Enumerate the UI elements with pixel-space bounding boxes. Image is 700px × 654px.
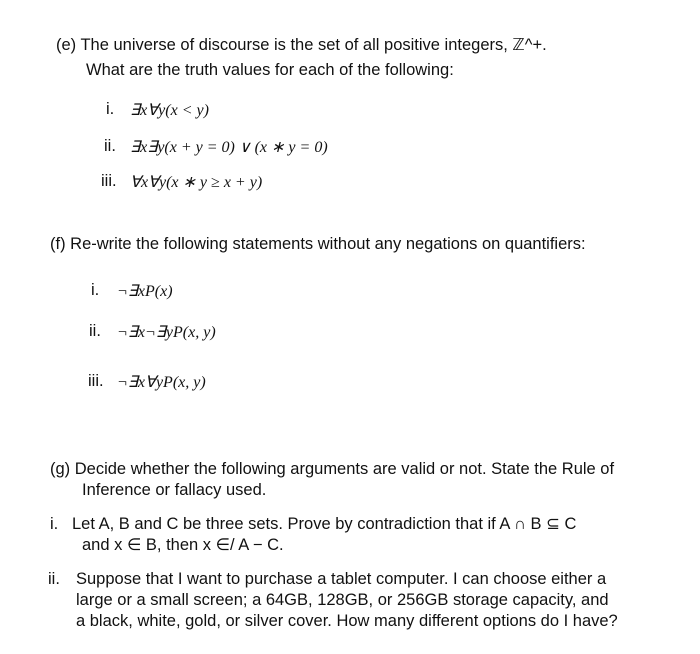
- part-f-item-3-label: iii.: [88, 372, 104, 390]
- part-e-item-2-label: ii.: [104, 137, 116, 155]
- part-f-item-2-expression: ¬∃x¬∃yP(x, y): [117, 324, 216, 341]
- part-f-item-2-label: ii.: [89, 322, 101, 340]
- part-g-item-2-line-1: Suppose that I want to purchase a tablet computer. I can choose either a: [76, 570, 607, 588]
- part-e-line-2: What are the truth values for each of the following:: [86, 61, 454, 79]
- part-g-item-2-label: ii.: [48, 570, 60, 588]
- part-f-item-3-expression: ¬∃x∀yP(x, y): [117, 374, 206, 391]
- part-f-item-1-expression: ¬∃xP(x): [117, 283, 173, 300]
- part-e-item-3-expression: ∀x∀y(x ∗ y ≥ x + y): [130, 174, 263, 191]
- part-g-line-2: Inference or fallacy used.: [82, 481, 267, 499]
- part-f-item-1-label: i.: [91, 281, 100, 299]
- part-e-item-3-label: iii.: [101, 172, 117, 190]
- part-g-item-2-line-2: large or a small screen; a 64GB, 128GB, or 256GB storage capacity, and: [76, 591, 609, 609]
- part-g-item-2-line-3: a black, white, gold, or silver cover. How many different options do I have?: [76, 612, 618, 630]
- part-g-item-1-label: i.: [50, 515, 59, 533]
- part-g-item-1-line-1: Let A, B and C be three sets. Prove by contradiction that if A ∩ B ⊆ C: [72, 515, 577, 533]
- part-e-item-2-expression: ∃x∃y(x + y = 0) ∨ (x ∗ y = 0): [130, 139, 328, 156]
- part-f-line-1: (f) Re-write the following statements without any negations on quantifiers:: [50, 235, 586, 253]
- part-e-line-1: (e) The universe of discourse is the set of all positive integers, ℤ^+.: [56, 36, 547, 54]
- part-e-item-1-expression: ∃x∀y(x < y): [130, 102, 209, 119]
- part-g-item-1-line-2: and x ∈ B, then x ∈/ A − C.: [82, 536, 284, 554]
- part-e-item-1-label: i.: [106, 100, 115, 118]
- part-g-line-1: (g) Decide whether the following arguments are valid or not. State the Rule of: [50, 460, 615, 478]
